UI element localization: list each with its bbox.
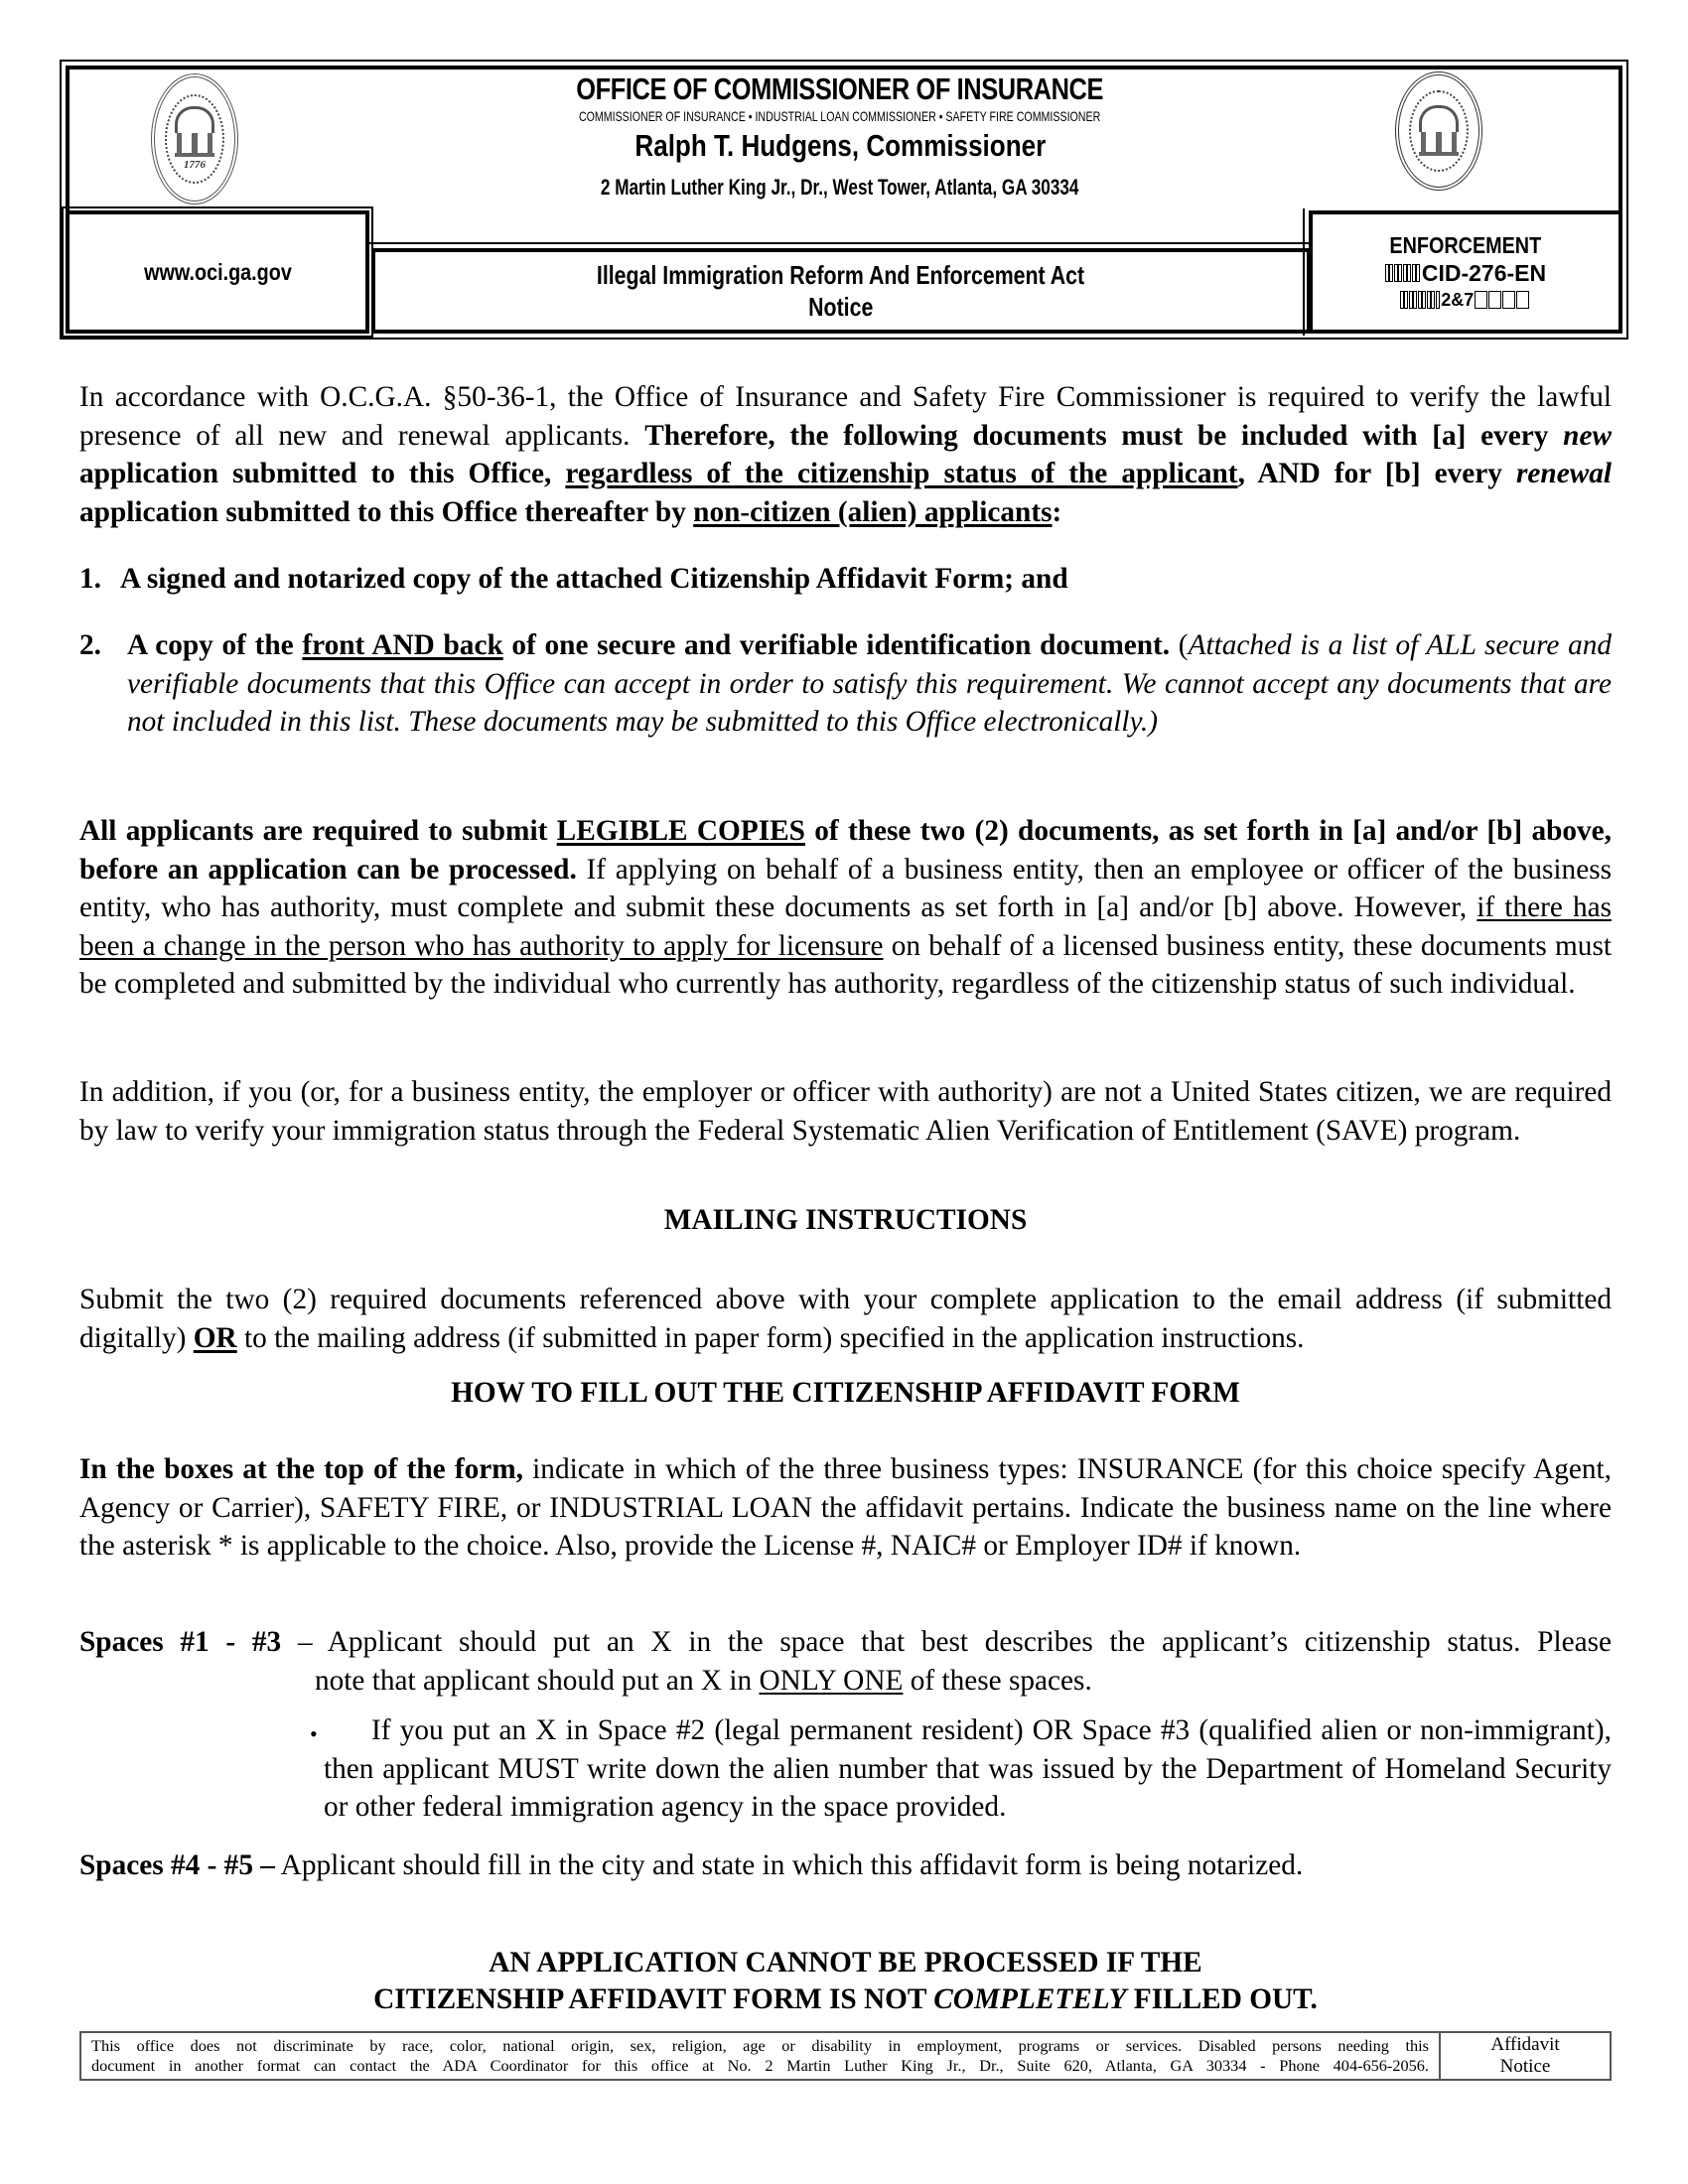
notice-title-line1: Illegal Immigration Reform And Enforcement Act: [597, 260, 1085, 290]
state-of-georgia-seal-icon: 1776: [151, 73, 238, 205]
office-title: OFFICE OF COMMISSIONER OF INSURANCE: [576, 71, 1104, 106]
spaces-4-5-instruction: Spaces #4 - #5 – Applicant should fill in the city and state in which this affidavit form is being notarized.: [79, 1849, 1304, 1881]
spaces-1-3-instruction: Spaces #1 - #3 – Applicant should put an X in the space that best describes the applicant’s citizenship status. Please note that applicant should put an X in ONLY ONE of these spaces.: [79, 1626, 1612, 1697]
how-to-fill-heading: HOW TO FILL OUT THE CITIZENSHIP AFFIDAVIT FORM: [451, 1377, 1240, 1409]
website-link[interactable]: www.oci.ga.gov: [143, 258, 292, 285]
requirement-item-2: 2. A copy of the front AND back of one secure and verifiable identification document. (Attached is a list of ALL secure and verifiable documents that this Office can accept in order to satisfy this requirement. We cannot accept any documents that are not included in this list. These documents may be submitted to this Office electronically.): [79, 629, 1613, 738]
boxes-instruction: In the boxes at the top of the form, indicate in which of the three business types: INSURANCE (for this choice specify Agent, Agency or Carrier), SAFETY FIRE, or INDUSTRIAL LOAN the affidavit pertains. Indicate the business name on the line where the asterisk * is applicable to the choice. Also, provide the License #, NAIC# or Employer ID# if known.: [79, 1453, 1612, 1562]
mailing-instructions-heading: MAILING INSTRUCTIONS: [663, 1204, 1028, 1236]
save-program-paragraph: In addition, if you (or, for a business entity, the employer or officer with authority) are not a United States citizen, we are required by law to verify your immigration status through the Federal Systematic Alien Verification of Entitlement (SAVE) program.: [79, 1076, 1612, 1147]
footer-box: [79, 2031, 1612, 2081]
warning-line1: AN APPLICATION CANNOT BE PROCESSED IF THE: [489, 1947, 1202, 1979]
enforcement-label: ENFORCEMENT: [1389, 232, 1542, 258]
warning-line2: CITIZENSHIP AFFIDAVIT FORM IS NOT COMPLETELY FILLED OUT.: [373, 1983, 1318, 2015]
enforcement-box: [1309, 210, 1622, 334]
bullet-icon: •: [310, 1721, 318, 1746]
mailing-instructions-text: Submit the two (2) required documents referenced above with your complete application to the email address (if submitted digitally) OR to the mailing address (if submitted in paper form) specified in the application instructions.: [79, 1284, 1612, 1354]
missing-glyph-boxes: [1475, 291, 1530, 309]
spaces-bullet-item: • If you put an X in Space #2 (legal permanent resident) OR Space #3 (qualified alien or non-immigrant), then applicant MUST write down the alien number that was issued by the Department of Homeland Security or other federal immigration agency in the space provided.: [310, 1714, 1612, 1823]
requirement-item-1: 1. A signed and notarized copy of the attached Citizenship Affidavit Form; and: [79, 563, 1068, 595]
notice-title-box: [371, 248, 1311, 334]
non-discrimination-notice: This office does not discriminate by race, color, national origin, sex, religion, age or disability in employment, programs or services. Disabled persons needing this document in another format can contact the ADA Coordinator for this office at No. 2 Martin Luther King Jr., Dr., Suite 620, Atlanta, GA 30334 - Phone 404-656-2056.: [91, 2036, 1429, 2075]
header-center: [369, 66, 1311, 210]
intro-paragraph: In accordance with O.C.G.A. §50-36-1, the Office of Insurance and Safety Fire Commissioner is required to verify the lawful presence of all new and renewal applicants. Therefore, the following documents must be included with [a] every new application submitted to this Office, regardless of the citizenship status of the applicant, AND for [b] every renewal application submitted to this Office thereafter by non-citizen (alien) applicants:: [79, 381, 1613, 528]
form-label: Affidavit Notice: [1439, 2033, 1610, 2079]
form-code-line2: 2&7: [1400, 287, 1532, 313]
office-subtitle: COMMISSIONER OF INSURANCE • INDUSTRIAL LOAN COMMISSIONER • SAFETY FIRE COMMISSIONER: [579, 108, 1101, 124]
office-address: 2 Martin Luther King Jr., Dr., West Tower, Atlanta, GA 30334: [601, 175, 1079, 200]
missing-glyph-boxes: [1385, 264, 1421, 282]
missing-glyph-boxes: [1400, 291, 1441, 309]
commissioner-name: Ralph T. Hudgens, Commissioner: [634, 128, 1046, 163]
notice-title-line2: Notice: [808, 292, 874, 322]
office-of-commissioner-seal-icon: [1395, 71, 1482, 191]
legible-copies-paragraph: All applicants are required to submit LEGIBLE COPIES of these two (2) documents, as set forth in [a] and/or [b] above, before an application can be processed. If applying on behalf of a business entity, then an employee or officer of the business entity, who has authority, must complete and submit these documents as set forth in [a] and/or [b] above. However, if there has been a change in the person who has authority to apply for licensure on behalf of a licensed business entity, these documents must be completed and submitted by the individual who currently has authority, regardless of the citizenship status of such individual.: [79, 815, 1613, 1000]
form-code: C ID-276-EN: [1385, 259, 1546, 287]
website-box: [66, 210, 369, 334]
